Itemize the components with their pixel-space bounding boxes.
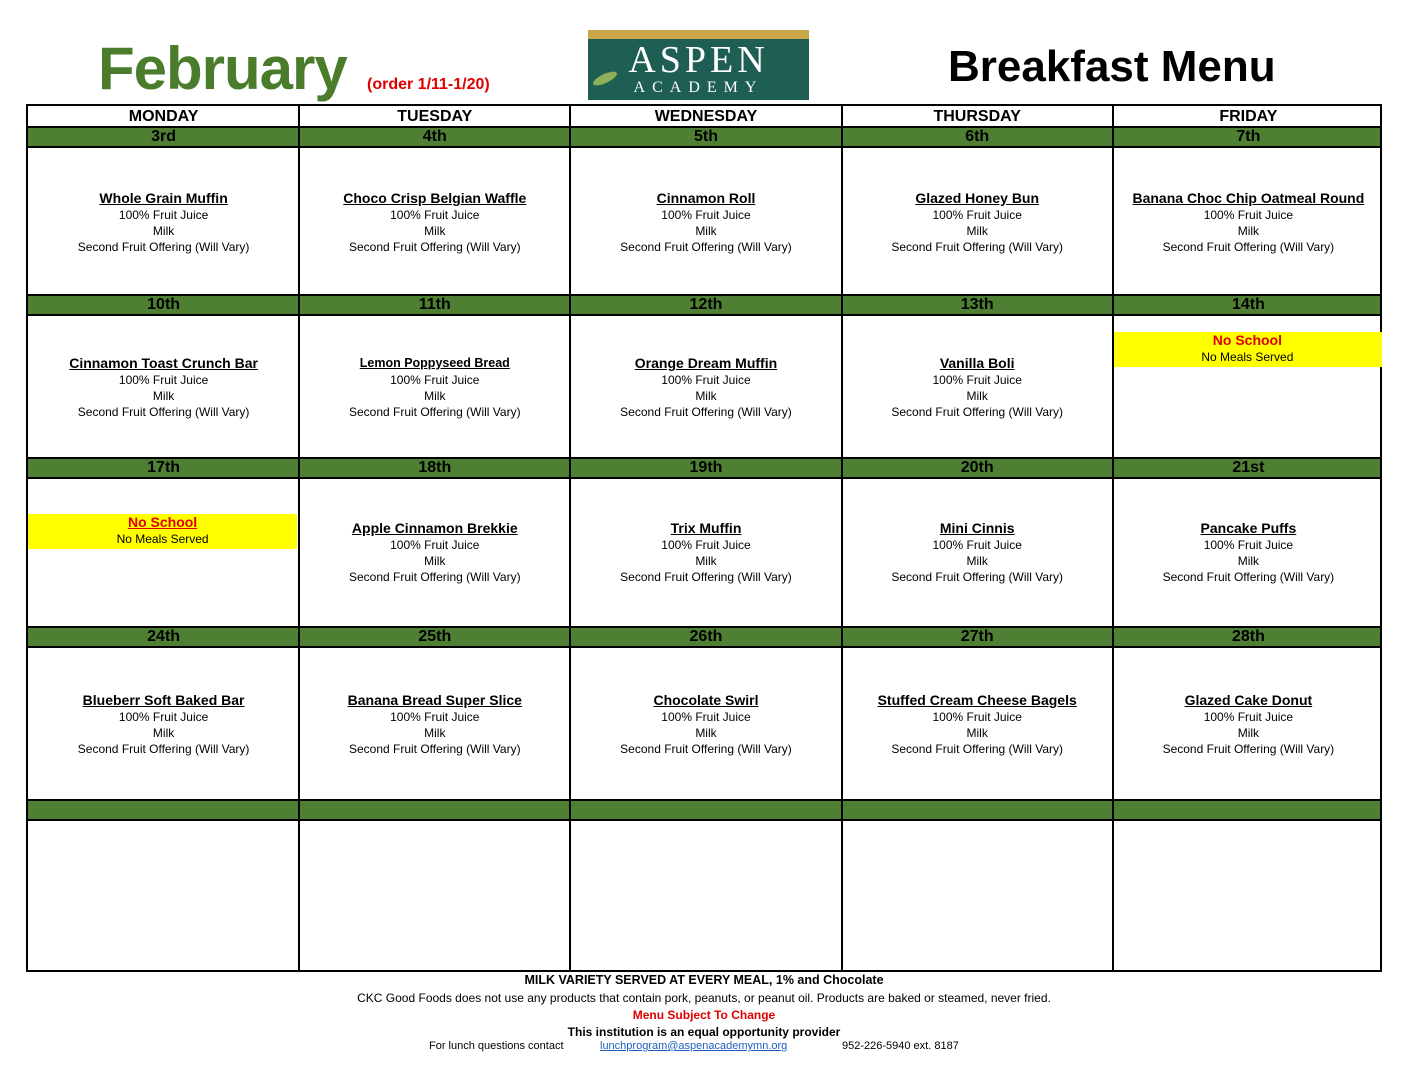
day-header-wednesday: WEDNESDAY	[654, 108, 758, 125]
date-label: 17th	[147, 459, 181, 476]
milk-note: MILK VARIETY SERVED AT EVERY MEAL, 1% and Chocolate	[524, 973, 884, 987]
menu-item-title: Vanilla Boli	[939, 355, 1015, 371]
date-label: 20th	[960, 459, 994, 476]
menu-side-item: Second Fruit Offering (Will Vary)	[620, 405, 792, 419]
column-divider	[298, 106, 300, 970]
contact-email-link[interactable]: lunchprogram@aspenacademymn.org	[600, 1040, 788, 1052]
menu-cell	[299, 355, 570, 420]
menu-cell	[28, 190, 299, 255]
column-divider	[1112, 106, 1114, 970]
order-note: (order 1/11-1/20)	[367, 76, 490, 93]
menu-cell	[28, 355, 299, 420]
menu-item-title: Cinnamon Roll	[656, 190, 756, 206]
menu-side-item: 100% Fruit Juice	[390, 208, 480, 222]
menu-side-item: Second Fruit Offering (Will Vary)	[891, 742, 1063, 756]
menu-item-title: Lemon Poppyseed Bread	[359, 356, 510, 370]
date-label	[299, 801, 570, 819]
menu-item-title: Glazed Cake Donut	[1184, 692, 1313, 708]
menu-side-item: Milk	[152, 726, 175, 740]
menu-side-item: Milk	[424, 389, 446, 403]
menu-side-item: Second Fruit Offering (Will Vary)	[1162, 570, 1335, 584]
menu-side-item: Second Fruit Offering (Will Vary)	[891, 570, 1063, 584]
row-divider	[28, 477, 1380, 479]
menu-item-title: Orange Dream Muffin	[634, 355, 778, 371]
no-meals-label: No Meals Served	[1201, 350, 1294, 364]
menu-cell	[842, 190, 1113, 255]
date-label: 4th	[422, 128, 447, 145]
menu-item-title: Choco Crisp Belgian Waffle	[343, 190, 527, 206]
column-divider	[569, 106, 571, 970]
menu-cell	[570, 355, 841, 420]
column-divider	[841, 106, 843, 970]
menu-side-item: Milk	[966, 389, 988, 403]
no-meals-label: No Meals Served	[116, 532, 209, 546]
menu-item-title: Banana Choc Chip Oatmeal Round	[1132, 190, 1365, 206]
menu-item-title: Pancake Puffs	[1200, 520, 1297, 536]
menu-side-item: 100% Fruit Juice	[932, 208, 1022, 222]
date-label: 14th	[1231, 296, 1265, 313]
menu-subject-note: Menu Subject To Change	[632, 1008, 776, 1022]
menu-side-item: Second Fruit Offering (Will Vary)	[77, 405, 250, 419]
menu-cell	[570, 190, 841, 255]
menu-side-item: 100% Fruit Juice	[661, 208, 751, 222]
menu-side-item: Second Fruit Offering (Will Vary)	[348, 742, 521, 756]
menu-side-item: Milk	[424, 726, 446, 740]
menu-item-title: Apple Cinnamon Brekkie	[351, 520, 518, 536]
menu-cell	[299, 520, 570, 585]
menu-side-item: 100% Fruit Juice	[932, 373, 1022, 387]
date-label	[570, 801, 841, 819]
menu-side-item: 100% Fruit Juice	[932, 538, 1022, 552]
aspen-academy-logo	[588, 30, 809, 100]
no-school-notice	[28, 514, 297, 549]
menu-side-item: Milk	[966, 224, 988, 238]
date-label: 12th	[689, 296, 723, 313]
menu-side-item: 100% Fruit Juice	[390, 710, 480, 724]
menu-side-item: Milk	[695, 389, 717, 403]
menu-side-item: Second Fruit Offering (Will Vary)	[891, 405, 1063, 419]
date-label: 6th	[965, 128, 990, 145]
menu-side-item: Milk	[1237, 554, 1260, 568]
menu-cell	[570, 520, 841, 585]
page-title: Breakfast Menu	[948, 42, 1276, 91]
menu-side-item: Milk	[966, 726, 988, 740]
date-label: 5th	[693, 128, 718, 145]
menu-cell	[842, 692, 1113, 757]
menu-item-title: Banana Bread Super Slice	[347, 692, 522, 708]
no-school-notice	[1113, 332, 1382, 367]
date-label: 27th	[960, 628, 994, 645]
menu-side-item: Milk	[152, 389, 175, 403]
menu-side-item: Milk	[695, 726, 717, 740]
menu-side-item: 100% Fruit Juice	[661, 538, 751, 552]
menu-side-item: Milk	[695, 554, 717, 568]
row-divider	[28, 314, 1380, 316]
menu-side-item: Second Fruit Offering (Will Vary)	[1162, 742, 1335, 756]
row-divider	[28, 646, 1380, 648]
menu-side-item: 100% Fruit Juice	[118, 710, 209, 724]
date-label: 24th	[147, 628, 181, 645]
menu-side-item: Second Fruit Offering (Will Vary)	[348, 405, 521, 419]
menu-side-item: 100% Fruit Juice	[390, 373, 480, 387]
menu-cell	[299, 190, 570, 255]
menu-cell	[28, 692, 299, 757]
menu-item-title: Trix Muffin	[670, 520, 742, 536]
date-label: 18th	[418, 459, 452, 476]
date-label: 3rd	[151, 128, 177, 145]
menu-item-title: Glazed Honey Bun	[915, 190, 1040, 206]
row-divider	[28, 819, 1380, 821]
menu-calendar	[26, 104, 1382, 972]
menu-side-item: Second Fruit Offering (Will Vary)	[348, 570, 521, 584]
date-label	[1113, 801, 1384, 819]
menu-side-item: Second Fruit Offering (Will Vary)	[620, 742, 792, 756]
date-label: 10th	[147, 296, 181, 313]
date-label	[28, 801, 299, 819]
menu-side-item: Second Fruit Offering (Will Vary)	[620, 570, 792, 584]
logo-text-academy: ACADEMY	[633, 79, 764, 96]
menu-cell	[1113, 190, 1384, 255]
menu-side-item: 100% Fruit Juice	[1203, 710, 1294, 724]
menu-cell	[1113, 692, 1384, 757]
row-divider	[28, 146, 1380, 148]
no-school-label: No School	[1212, 332, 1282, 348]
ingredients-note: CKC Good Foods does not use any products that contain pork, peanuts, or peanut oil. Products are baked or steamed, never fried.	[357, 991, 1051, 1005]
no-school-label: No School	[127, 514, 198, 530]
date-label: 13th	[960, 296, 994, 313]
menu-side-item: 100% Fruit Juice	[661, 710, 751, 724]
menu-side-item: Milk	[1237, 726, 1260, 740]
menu-side-item: Second Fruit Offering (Will Vary)	[77, 240, 250, 254]
menu-cell	[1113, 520, 1384, 585]
menu-cell	[299, 692, 570, 757]
date-label: 19th	[689, 459, 723, 476]
day-header-thursday: THURSDAY	[933, 108, 1021, 125]
menu-side-item: Second Fruit Offering (Will Vary)	[620, 240, 792, 254]
menu-side-item: Second Fruit Offering (Will Vary)	[1162, 240, 1335, 254]
contact-phone: 952-226-5940 ext. 8187	[842, 1040, 959, 1052]
date-label: 11th	[418, 296, 451, 313]
menu-side-item: 100% Fruit Juice	[390, 538, 480, 552]
date-label: 21st	[1232, 459, 1265, 476]
menu-item-title: Mini Cinnis	[939, 520, 1015, 536]
menu-side-item: 100% Fruit Juice	[932, 710, 1022, 724]
menu-side-item: Milk	[695, 224, 717, 238]
menu-side-item: 100% Fruit Juice	[661, 373, 751, 387]
day-header-friday: FRIDAY	[1219, 108, 1278, 125]
menu-side-item: Milk	[1237, 224, 1260, 238]
contact-label: For lunch questions contact	[429, 1040, 564, 1052]
date-label: 25th	[418, 628, 452, 645]
menu-side-item: 100% Fruit Juice	[1203, 208, 1294, 222]
menu-item-title: Cinnamon Toast Crunch Bar	[69, 355, 258, 371]
menu-side-item: Milk	[966, 554, 988, 568]
day-header-monday: MONDAY	[128, 108, 199, 125]
equal-opportunity-note: This institution is an equal opportunity provider	[567, 1025, 841, 1039]
menu-side-item: Milk	[424, 224, 446, 238]
menu-side-item: 100% Fruit Juice	[118, 373, 209, 387]
menu-side-item: Second Fruit Offering (Will Vary)	[348, 240, 521, 254]
logo-text-aspen: ASPEN	[628, 39, 769, 81]
menu-cell	[842, 520, 1113, 585]
date-label: 28th	[1231, 628, 1265, 645]
menu-side-item: 100% Fruit Juice	[1203, 538, 1294, 552]
menu-item-title: Chocolate Swirl	[653, 692, 759, 708]
menu-cell	[570, 692, 841, 757]
day-header-tuesday: TUESDAY	[397, 108, 473, 125]
month-title: February	[98, 35, 347, 102]
menu-cell	[842, 355, 1113, 420]
date-label	[842, 801, 1113, 819]
logo-gold-bar	[588, 30, 809, 39]
date-label: 7th	[1236, 128, 1261, 145]
menu-side-item: 100% Fruit Juice	[118, 208, 209, 222]
date-label: 26th	[689, 628, 723, 645]
menu-item-title: Blueberr Soft Baked Bar	[82, 692, 245, 708]
menu-item-title: Stuffed Cream Cheese Bagels	[877, 692, 1077, 708]
menu-side-item: Second Fruit Offering (Will Vary)	[891, 240, 1063, 254]
menu-side-item: Milk	[152, 224, 175, 238]
menu-side-item: Milk	[424, 554, 446, 568]
menu-side-item: Second Fruit Offering (Will Vary)	[77, 742, 250, 756]
menu-item-title: Whole Grain Muffin	[99, 190, 228, 206]
